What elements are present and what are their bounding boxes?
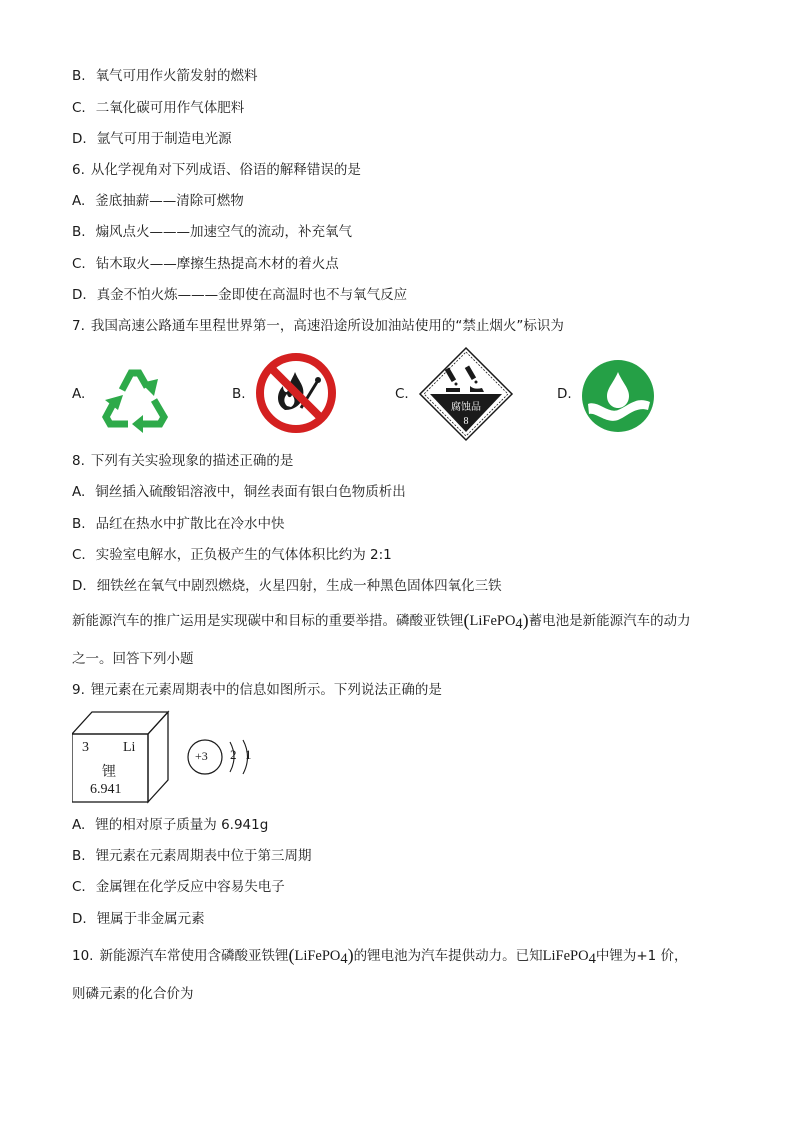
formula-subscript: 4 <box>515 616 523 632</box>
option-text: 实验室电解水，正负极产生的气体体积比约为 2:1 <box>95 547 392 563</box>
formula: LiFePO <box>294 948 341 964</box>
option-text: 锂的相对原子质量为 6.941g <box>95 817 269 833</box>
q10-stem-line-2: 则磷元素的化合价为 <box>72 986 194 1002</box>
q9-option-d <box>72 909 205 929</box>
q5-option-d <box>72 129 232 149</box>
option-letter: C. <box>72 100 86 116</box>
paren-open: ( <box>288 945 295 965</box>
question-text: 我国高速公路通车里程世界第一，高速沿途所设加油站使用的“禁止烟火”标识为 <box>90 318 564 334</box>
element-cell <box>72 710 172 804</box>
atomic-structure-diagram <box>186 734 256 780</box>
formula-subscript: 4 <box>588 951 596 967</box>
recycle-icon <box>92 354 178 434</box>
option-letter: C. <box>72 256 86 272</box>
q8-stem <box>72 451 293 471</box>
question-text: 下列有关实验现象的描述正确的是 <box>90 453 294 469</box>
question-text: 中锂为+1 价， <box>595 948 688 964</box>
corrosive-class-number: 8 <box>463 416 469 427</box>
q7-option-b-label: B. <box>232 386 246 402</box>
q9-option-b <box>72 846 312 866</box>
passage-line-2: 之一。回答下列小题 <box>72 651 194 667</box>
nucleus-charge: +3 <box>195 749 208 763</box>
paren-open: ( <box>463 610 470 630</box>
option-letter: A. <box>72 817 86 833</box>
option-letter: D. <box>72 287 87 303</box>
passage-text: 新能源汽车的推广运用是实现碳中和目标的重要举措。磷酸亚铁锂 <box>72 613 464 629</box>
q5-option-b <box>72 66 258 86</box>
element-name: 锂 <box>102 764 116 780</box>
option-letter: B. <box>72 516 86 532</box>
paren-close: ) <box>347 945 354 965</box>
option-text: 釜底抽薪——清除可燃物 <box>95 193 244 209</box>
option-text: 真金不怕火炼———金即使在高温时也不与氧气反应 <box>96 287 408 303</box>
formula: LiFePO <box>542 948 589 964</box>
option-letter: D. <box>72 578 87 594</box>
option-letter: C. <box>72 879 86 895</box>
no-fire-icon <box>255 352 337 434</box>
question-text: 从化学视角对下列成语、俗语的解释错误的是 <box>90 162 361 178</box>
water-saving-icon <box>580 358 656 434</box>
atomic-mass: 6.941 <box>90 782 122 797</box>
formula-subscript: 4 <box>340 951 348 967</box>
formula: LiFePO <box>469 613 516 629</box>
option-letter: A. <box>72 484 86 500</box>
option-letter: C. <box>72 547 86 563</box>
q6-option-d <box>72 285 407 305</box>
q9-option-c <box>72 877 285 897</box>
q5-option-c <box>72 98 244 118</box>
question-text: 新能源汽车常使用含磷酸亚铁锂 <box>99 948 289 964</box>
q6-stem <box>72 160 361 180</box>
q9-stem <box>72 680 442 700</box>
q8-option-d <box>72 576 502 596</box>
option-text: 锂元素在元素周期表中位于第三周期 <box>95 848 312 864</box>
option-text: 细铁丝在氧气中剧烈燃烧，火星四射，生成一种黑色固体四氧化三铁 <box>96 578 502 594</box>
question-number: 8. <box>72 453 85 469</box>
option-text: 氩气可用于制造电光源 <box>96 131 232 147</box>
shell-1-electrons: 2 <box>230 747 237 762</box>
option-text: 锂属于非金属元素 <box>96 911 205 927</box>
q6-option-c <box>72 254 339 274</box>
option-letter: D. <box>72 911 87 927</box>
q7-option-c-label: C. <box>395 386 409 402</box>
question-number: 10. <box>72 948 94 964</box>
atomic-number: 3 <box>82 740 89 755</box>
passage-line-1 <box>72 610 691 634</box>
option-letter: A. <box>72 193 86 209</box>
option-letter: B. <box>72 68 86 84</box>
question-text: 的锂电池为汽车提供动力。已知 <box>353 948 543 964</box>
paren-close: ) <box>522 610 529 630</box>
q8-option-a <box>72 482 406 502</box>
q9-option-a <box>72 815 268 835</box>
question-number: 7. <box>72 318 85 334</box>
element-symbol: Li <box>123 740 136 755</box>
shell-2-electrons: 1 <box>245 747 252 762</box>
q6-option-b <box>72 222 352 242</box>
option-text: 钻木取火——摩擦生热提高木材的着火点 <box>95 256 339 272</box>
option-text: 金属锂在化学反应中容易失电子 <box>95 879 285 895</box>
passage-text: 蓄电池是新能源汽车的动力 <box>528 613 691 629</box>
option-text: 二氧化碳可用作气体肥料 <box>95 100 245 116</box>
corrosive-hazard-icon <box>418 346 514 442</box>
question-number: 6. <box>72 162 85 178</box>
q8-option-b <box>72 514 285 534</box>
option-letter: D. <box>72 131 87 147</box>
option-letter: B. <box>72 848 86 864</box>
question-number: 9. <box>72 682 85 698</box>
option-text: 煽风点火———加速空气的流动，补充氧气 <box>95 224 353 240</box>
corrosive-label-text: 腐蚀品 <box>451 402 481 413</box>
option-text: 铜丝插入硫酸铝溶液中，铜丝表面有银白色物质析出 <box>95 484 406 500</box>
option-text: 品红在热水中扩散比在冷水中快 <box>95 516 285 532</box>
option-text: 氧气可用作火箭发射的燃料 <box>95 68 258 84</box>
q6-option-a <box>72 191 244 211</box>
q8-option-c <box>72 545 392 565</box>
q10-stem <box>72 945 688 969</box>
option-letter: B. <box>72 224 86 240</box>
q7-option-d-label: D. <box>557 386 572 402</box>
q7-option-a-label: A. <box>72 386 86 402</box>
question-text: 锂元素在元素周期表中的信息如图所示。下列说法正确的是 <box>90 682 442 698</box>
q7-stem <box>72 316 564 336</box>
